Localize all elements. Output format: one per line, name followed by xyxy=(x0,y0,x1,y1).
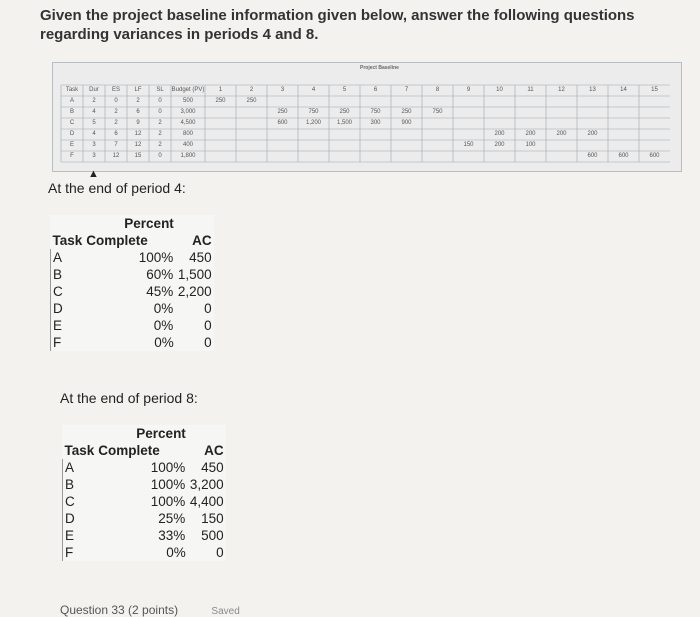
ac-cell: 0 xyxy=(204,318,212,333)
baseline-cell: 4 xyxy=(92,109,96,115)
mouse-cursor-icon: ▲ xyxy=(88,168,99,180)
baseline-cell: 12 xyxy=(134,142,142,148)
table-row xyxy=(51,249,214,266)
baseline-cell: 2 xyxy=(158,131,162,137)
baseline-cell: 800 xyxy=(182,131,193,137)
baseline-cell: 750 xyxy=(308,109,319,115)
percent-cell: 0% xyxy=(153,301,174,316)
baseline-header-cell: Budget (PV) xyxy=(171,87,205,93)
baseline-header-cell: 8 xyxy=(435,87,440,93)
task-cell: D xyxy=(51,300,85,317)
baseline-header-cell: Task xyxy=(65,87,79,93)
baseline-cell: 7 xyxy=(114,142,118,148)
baseline-cell: 500 xyxy=(182,98,193,104)
baseline-header-cell: 6 xyxy=(373,87,378,93)
baseline-cell: 0 xyxy=(158,109,162,115)
baseline-header-cell: 7 xyxy=(404,87,409,93)
baseline-cell: C xyxy=(69,120,75,126)
baseline-cell: 3,000 xyxy=(180,109,196,115)
baseline-cell: 0 xyxy=(158,153,162,159)
table-row xyxy=(63,527,226,544)
ac-cell: 0 xyxy=(204,301,212,316)
ac-cell: 450 xyxy=(189,250,212,265)
task-cell: B xyxy=(63,476,97,493)
baseline-cell: A xyxy=(69,98,74,104)
period4-complete-header: Complete xyxy=(86,233,148,248)
question-footer xyxy=(60,603,240,617)
percent-cell: 100% xyxy=(150,494,186,509)
period8-task-header: Task xyxy=(64,443,95,458)
baseline-cell: 600 xyxy=(587,153,598,159)
baseline-cell: 1,500 xyxy=(336,120,352,126)
baseline-cell: 4,500 xyxy=(180,120,196,126)
baseline-cell: 250 xyxy=(339,109,350,115)
baseline-header-cell: ES xyxy=(111,87,120,93)
period8-complete-header: Complete xyxy=(98,443,160,458)
task-cell: F xyxy=(63,544,97,561)
baseline-header-cell: 15 xyxy=(651,87,658,93)
percent-cell: 0% xyxy=(154,335,174,350)
baseline-header-cell: 12 xyxy=(558,87,565,93)
baseline-cell: 6 xyxy=(136,109,140,115)
period4-header-row2 xyxy=(51,232,214,249)
baseline-cell: D xyxy=(69,131,75,137)
baseline-cell: 200 xyxy=(494,142,505,148)
task-cell: E xyxy=(51,317,85,334)
baseline-cell: 12 xyxy=(134,131,142,137)
baseline-cell: 9 xyxy=(136,120,140,126)
table-row xyxy=(63,544,226,561)
baseline-cell: 900 xyxy=(401,120,412,126)
baseline-cell: 600 xyxy=(277,120,288,126)
baseline-cell: 2 xyxy=(158,142,162,148)
baseline-cell: 12 xyxy=(112,153,120,159)
percent-cell: 25% xyxy=(158,511,186,526)
baseline-cell: 750 xyxy=(432,109,443,115)
baseline-header-cell: 10 xyxy=(496,87,503,93)
ac-cell: 1,500 xyxy=(177,267,212,282)
task-cell: C xyxy=(51,283,85,300)
question-number-label: Question 33 (2 points) xyxy=(60,603,179,617)
baseline-cell: 200 xyxy=(556,131,567,137)
period4-percent-header: Percent xyxy=(124,216,174,231)
period4-task-header: Task xyxy=(52,233,83,248)
baseline-header-cell: 11 xyxy=(527,87,534,93)
baseline-cell: 100 xyxy=(525,142,536,148)
period8-ac-header: AC xyxy=(204,443,224,458)
baseline-cell: 2 xyxy=(114,120,118,126)
period8-header-row1 xyxy=(63,425,226,442)
baseline-cell: 250 xyxy=(277,109,288,115)
ac-cell: 0 xyxy=(204,335,212,350)
period8-table xyxy=(62,425,226,561)
period8-percent-header: Percent xyxy=(136,426,186,441)
baseline-cell: 5 xyxy=(92,120,96,126)
baseline-header-cell: 3 xyxy=(280,87,285,93)
question-text: Given the project baseline information given below, answer the following questions regarding variances in periods 4 and 8. xyxy=(40,7,635,43)
table-row xyxy=(51,300,214,317)
baseline-cell: 0 xyxy=(114,98,118,104)
ac-cell: 3,200 xyxy=(189,477,224,492)
baseline-cell: 750 xyxy=(370,109,381,115)
baseline-cell: 600 xyxy=(649,153,660,159)
period4-table xyxy=(50,215,214,351)
saved-status: Saved xyxy=(211,606,240,617)
baseline-header-cell: 2 xyxy=(249,87,254,93)
table-row xyxy=(51,334,214,351)
ac-cell: 450 xyxy=(201,460,224,475)
baseline-cell: 250 xyxy=(246,98,257,104)
baseline-header-cell: 4 xyxy=(311,87,316,93)
baseline-cell: 2 xyxy=(136,98,140,104)
baseline-header-cell: 13 xyxy=(589,87,596,93)
table-row xyxy=(63,510,226,527)
period8-header-row2 xyxy=(63,442,226,459)
percent-cell: 60% xyxy=(146,267,174,282)
baseline-cell: 1,200 xyxy=(305,120,321,126)
period4-heading: At the end of period 4: xyxy=(48,180,186,196)
baseline-header-cell: 5 xyxy=(342,87,347,93)
period4-ac-header: AC xyxy=(192,233,212,248)
baseline-header-cell: 9 xyxy=(466,87,471,93)
percent-cell: 0% xyxy=(153,318,174,333)
baseline-cell: 6 xyxy=(114,131,118,137)
baseline-cell: 2 xyxy=(114,109,118,115)
ac-cell: 4,400 xyxy=(189,494,224,509)
baseline-cell: 150 xyxy=(463,142,474,148)
period4-header-row1 xyxy=(51,215,214,232)
ac-cell: 0 xyxy=(216,545,224,560)
baseline-cell: 15 xyxy=(134,153,142,159)
percent-cell: 45% xyxy=(146,284,174,299)
task-cell: A xyxy=(51,249,85,266)
task-cell: F xyxy=(51,334,85,351)
percent-cell: 0% xyxy=(166,545,186,560)
table-row xyxy=(63,459,226,476)
baseline-cell: F xyxy=(70,153,74,159)
baseline-cell: 250 xyxy=(401,109,412,115)
task-cell: D xyxy=(63,510,97,527)
baseline-cell: 1,800 xyxy=(180,153,196,159)
baseline-cell: 250 xyxy=(215,98,226,104)
task-cell: E xyxy=(63,527,97,544)
baseline-cell: B xyxy=(69,109,74,115)
baseline-cell: 2 xyxy=(92,98,96,104)
baseline-header-cell: LF xyxy=(134,87,142,93)
baseline-cell: 4 xyxy=(92,131,96,137)
baseline-cell: 300 xyxy=(370,120,381,126)
baseline-cell: 3 xyxy=(92,142,96,148)
task-cell: B xyxy=(51,266,85,283)
baseline-header-cell: 1 xyxy=(218,87,223,93)
table-row xyxy=(51,283,214,300)
percent-cell: 100% xyxy=(150,460,186,475)
baseline-cell: 200 xyxy=(494,131,505,137)
baseline-cell: 200 xyxy=(587,131,598,137)
table-row xyxy=(63,493,226,510)
project-baseline-table xyxy=(52,62,682,172)
baseline-cell: 400 xyxy=(182,142,193,148)
baseline-header-cell: Dur xyxy=(89,87,99,93)
percent-cell: 33% xyxy=(158,528,186,543)
baseline-title: Project Baseline xyxy=(360,65,399,71)
baseline-header-cell: SL xyxy=(156,87,164,93)
task-cell: A xyxy=(63,459,97,476)
table-row xyxy=(51,266,214,283)
baseline-cell: 600 xyxy=(618,153,629,159)
baseline-cell: 200 xyxy=(525,131,536,137)
table-row xyxy=(51,317,214,334)
task-cell: C xyxy=(63,493,97,510)
ac-cell: 2,200 xyxy=(177,284,212,299)
percent-cell: 100% xyxy=(150,477,186,492)
baseline-cell: 2 xyxy=(158,120,162,126)
percent-cell: 100% xyxy=(138,250,174,265)
ac-cell: 500 xyxy=(201,528,224,543)
baseline-cell: E xyxy=(69,142,74,148)
ac-cell: 150 xyxy=(201,511,224,526)
period8-heading: At the end of period 8: xyxy=(60,390,198,406)
baseline-header-cell: 14 xyxy=(620,87,627,93)
table-row xyxy=(63,476,226,493)
baseline-cell: 3 xyxy=(92,153,96,159)
baseline-cell: 0 xyxy=(158,98,162,104)
